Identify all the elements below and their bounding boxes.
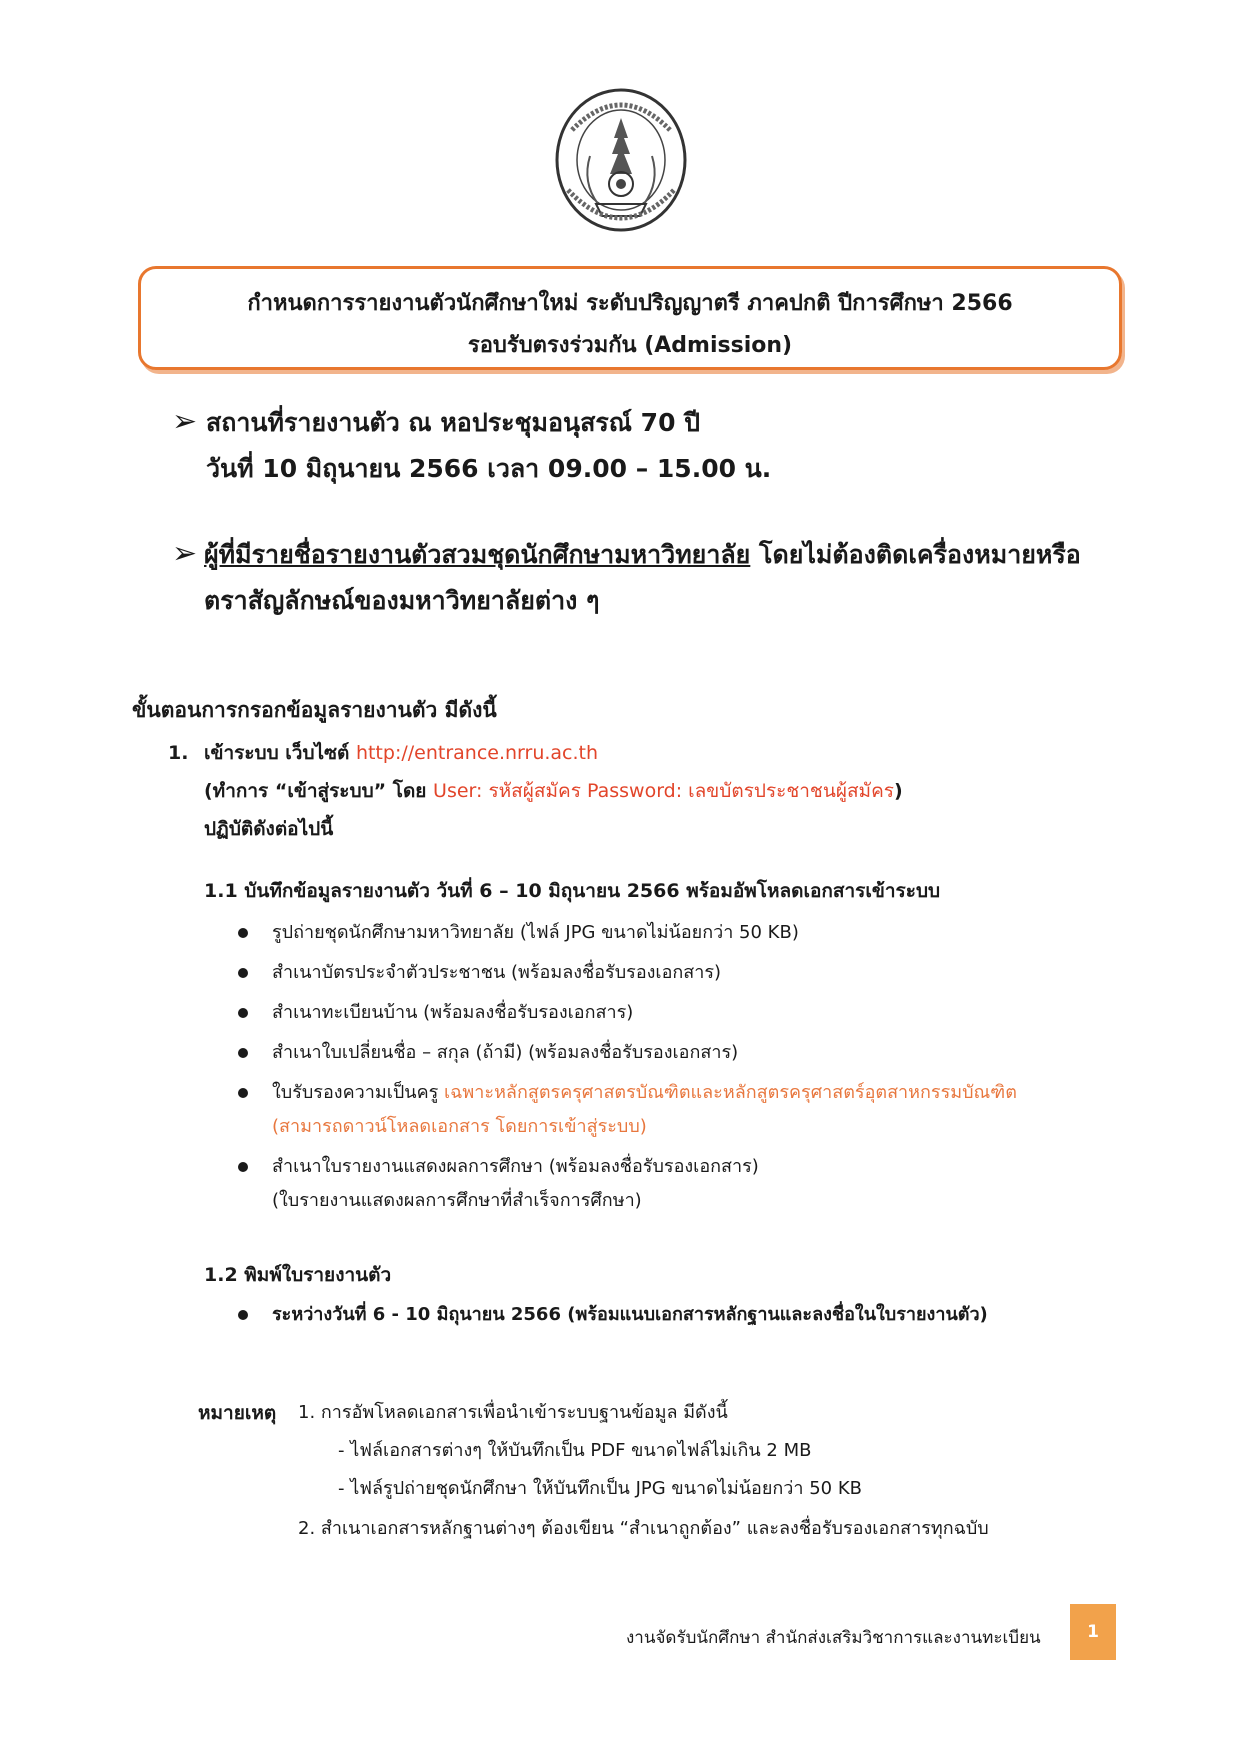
page-number: 1	[1070, 1604, 1116, 1660]
login-instruction	[204, 772, 903, 810]
step1-line	[204, 734, 598, 772]
notes-label: หมายเหตุ	[198, 1402, 277, 1424]
list-item-text: สำเนาบัตรประจำตัวประชาชน (พร้อมลงชื่อรับรองเอกสาร)	[272, 962, 722, 983]
note-1a: - ไฟล์เอกสารต่างๆ ให้บันทึกเป็น PDF ขนาดไฟล์ไม่เกิน 2 MB	[338, 1440, 812, 1461]
venue-line: สถานที่รายงานตัว ณ หอประชุมอนุสรณ์ 70 ปี	[206, 408, 701, 437]
footer-office: งานจัดรับนักศึกษา สำนักส่งเสริมวิชาการและงานทะเบียน	[626, 1628, 1041, 1648]
transcript-note: (ใบรายงานแสดงผลการศึกษาที่สำเร็จการศึกษา)	[272, 1190, 642, 1211]
dress-code-line	[204, 532, 1081, 578]
bullet-dot-icon	[238, 1310, 248, 1320]
venue-block	[172, 404, 197, 439]
note-1: 1. การอัพโหลดเอกสารเพื่อนำเข้าระบบฐานข้อมูล มีดังนี้	[298, 1402, 728, 1423]
bullet-dot-icon	[238, 1088, 248, 1098]
announcement-subtitle: รอบรับตรงร่วมกัน (Admission)	[467, 333, 793, 358]
teacher-cert-note: เฉพาะหลักสูตรครุศาสตรบัณฑิตและหลักสูตรครุศาสตร์อุตสาหกรรมบัณฑิต	[444, 1082, 1017, 1103]
teacher-cert-download-note: (สามารถดาวน์โหลดเอกสาร โดยการเข้าสู่ระบบ)	[272, 1116, 647, 1137]
teacher-cert-label: ใบรับรองความเป็นครู	[272, 1082, 445, 1103]
transcript-item: สำเนาใบรายงานแสดงผลการศึกษา (พร้อมลงชื่อรับรองเอกสาร)	[272, 1156, 759, 1177]
login-close: )	[894, 780, 903, 802]
follow-instruction: ปฏิบัติดังต่อไปนี้	[204, 818, 334, 840]
dress-code-rest: โดยไม่ต้องติดเครื่องหมายหรือ	[750, 540, 1081, 569]
steps-heading: ขั้นตอนการกรอกข้อมูลรายงานตัว มีดังนี้	[132, 698, 497, 722]
note-2: 2. สำเนาเอกสารหลักฐานต่างๆ ต้องเขียน “สำเนาถูกต้อง” และลงชื่อรับรองเอกสารทุกฉบับ	[298, 1518, 989, 1539]
step1-label: เข้าระบบ เว็บไซต์	[204, 742, 356, 764]
substep-1-1-heading: 1.1 บันทึกข้อมูลรายงานตัว วันที่ 6 – 10 มิถุนายน 2566 พร้อมอัพโหลดเอกสารเข้าระบบ	[204, 880, 941, 902]
university-seal	[552, 86, 690, 240]
print-period-item: ระหว่างวันที่ 6 - 10 มิถุนายน 2566 (พร้อมแนบเอกสารหลักฐานและลงชื่อในใบรายงานตัว)	[272, 1304, 988, 1325]
note-1b: - ไฟล์รูปถ่ายชุดนักศึกษา ให้บันทึกเป็น JPG ขนาดไม่น้อยกว่า 50 KB	[338, 1478, 863, 1499]
teacher-cert-item	[272, 1074, 1017, 1112]
bullet-dot-icon	[238, 928, 248, 938]
entrance-website-link[interactable]: http://entrance.nrru.ac.th	[355, 742, 599, 764]
substep-1-2-heading: 1.2 พิมพ์ใบรายงานตัว	[204, 1264, 392, 1286]
arrow-bullet-icon: ➢	[172, 404, 198, 439]
list-item-text: สำเนาทะเบียนบ้าน (พร้อมลงชื่อรับรองเอกสาร)	[272, 1002, 634, 1023]
bullet-dot-icon	[238, 1162, 248, 1172]
login-credentials: User: รหัสผู้สมัคร Password: เลขบัตรประชาชนผู้สมัคร	[433, 780, 894, 802]
venue-date-line: วันที่ 10 มิถุนายน 2566 เวลา 09.00 – 15.00 น.	[206, 454, 772, 483]
dress-block	[172, 536, 197, 571]
bullet-dot-icon	[238, 1008, 248, 1018]
bullet-dot-icon	[238, 968, 248, 978]
login-open: (ทำการ “เข้าสู่ระบบ” โดย	[204, 780, 434, 802]
list-item-text: รูปถ่ายชุดนักศึกษามหาวิทยาลัย (ไฟล์ JPG ขนาดไม่น้อยกว่า 50 KB)	[272, 922, 799, 943]
announcement-title-box	[138, 266, 1122, 370]
dress-code-underlined: ผู้ที่มีรายชื่อรายงานตัวสวมชุดนักศึกษามหาวิทยาลัย	[204, 540, 751, 569]
list-item-text: สำเนาใบเปลี่ยนชื่อ – สกุล (ถ้ามี) (พร้อมลงชื่อรับรองเอกสาร)	[272, 1042, 739, 1063]
dress-code-line-2: ตราสัญลักษณ์ของมหาวิทยาลัยต่าง ๆ	[204, 586, 600, 615]
bullet-dot-icon	[238, 1048, 248, 1058]
arrow-bullet-icon: ➢	[172, 536, 198, 571]
announcement-title: กำหนดการรายงานตัวนักศึกษาใหม่ ระดับปริญญาตรี ภาคปกติ ปีการศึกษา 2566	[247, 291, 1013, 316]
step-number: 1.	[168, 742, 189, 764]
